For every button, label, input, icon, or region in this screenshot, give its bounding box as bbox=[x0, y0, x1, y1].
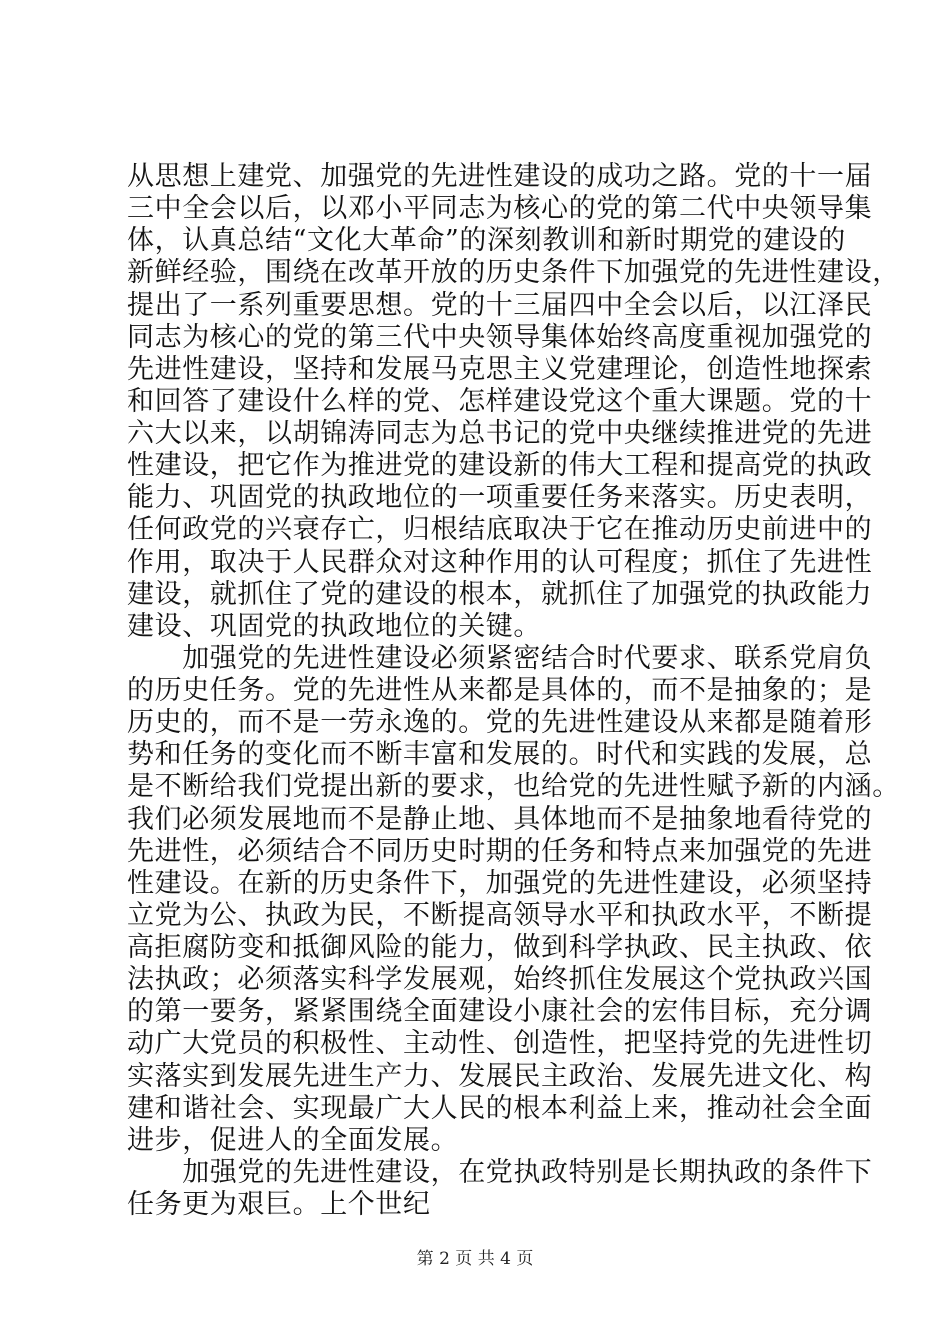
text-line: 进步，促进人的全面发展。 bbox=[127, 1125, 459, 1156]
text-line: 历史的，而不是一劳永逸的。党的先进性建设从来都是随着形 bbox=[127, 707, 873, 738]
text-line: 的第一要务，紧紧围绕全面建设小康社会的宏伟目标，充分调 bbox=[127, 996, 873, 1027]
text-line: 任何政党的兴衰存亡，归根结底取决于它在推动历史前进中的 bbox=[127, 514, 873, 545]
text-line: 高拒腐防变和抵御风险的能力，做到科学执政、民主执政、依 bbox=[127, 932, 873, 963]
text-line: 能力、巩固党的执政地位的一项重要任务来落实。历史表明， bbox=[127, 482, 873, 513]
text-line: 建和谐社会、实现最广大人民的根本利益上来，推动社会全面 bbox=[127, 1093, 873, 1124]
text-line: 先进性建设，坚持和发展马克思主义党建理论，创造性地探索 bbox=[127, 354, 873, 385]
text-line: 和回答了建设什么样的党、怎样建设党这个重大课题。党的十 bbox=[127, 386, 873, 417]
text-line: 先进性，必须结合不同历史时期的任务和特点来加强党的先进 bbox=[127, 836, 873, 867]
text-line: 实落实到发展先进生产力、发展民主政治、发展先进文化、构 bbox=[127, 1061, 873, 1092]
text-line: 法执政；必须落实科学发展观，始终抓住发展这个党执政兴国 bbox=[127, 964, 873, 995]
text-line: 作用，取决于人民群众对这种作用的认可程度；抓住了先进性 bbox=[127, 547, 873, 578]
text-line: 体，认真总结“文化大革命”的深刻教训和新时期党的建设的 bbox=[127, 225, 846, 256]
text-line: 三中全会以后，以邓小平同志为核心的党的第二代中央领导集 bbox=[127, 193, 873, 224]
text-line: 六大以来，以胡锦涛同志为总书记的党中央继续推进党的先进 bbox=[127, 418, 873, 449]
text-line: 任务更为艰巨。上个世纪 bbox=[127, 1189, 431, 1220]
text-line: 新鲜经验，围绕在改革开放的历史条件下加强党的先进性建设， bbox=[127, 257, 900, 288]
text-line: 建设、巩固党的执政地位的关键。 bbox=[127, 611, 541, 642]
text-line: 势和任务的变化而不断丰富和发展的。时代和实践的发展，总 bbox=[127, 739, 873, 770]
text-line: 性建设，把它作为推进党的建设新的伟大工程和提高党的执政 bbox=[127, 450, 873, 481]
text-line: 建设，就抓住了党的建设的根本，就抓住了加强党的执政能力 bbox=[127, 579, 873, 610]
text-line: 我们必须发展地而不是静止地、具体地而不是抽象地看待党的 bbox=[127, 804, 873, 835]
text-line: 的历史任务。党的先进性从来都是具体的，而不是抽象的；是 bbox=[127, 675, 873, 706]
text-line: 同志为核心的党的第三代中央领导集体始终高度重视加强党的 bbox=[127, 322, 873, 353]
text-line: 是不断给我们党提出新的要求，也给党的先进性赋予新的内涵。 bbox=[127, 771, 900, 802]
text-line: 动广大党员的积极性、主动性、创造性，把坚持党的先进性切 bbox=[127, 1028, 873, 1059]
text-line: 性建设。在新的历史条件下，加强党的先进性建设，必须坚持 bbox=[127, 868, 873, 899]
text-line: 从思想上建党、加强党的先进性建设的成功之路。党的十一届 bbox=[127, 161, 873, 192]
text-line: 加强党的先进性建设，在党执政特别是长期执政的条件下 bbox=[127, 1157, 873, 1188]
text-line: 立党为公、执政为民，不断提高领导水平和执政水平，不断提 bbox=[127, 900, 873, 931]
text-line: 加强党的先进性建设必须紧密结合时代要求、联系党肩负 bbox=[127, 643, 873, 674]
page-footer: 第 2 页 共 4 页 bbox=[416, 1249, 534, 1269]
text-line: 提出了一系列重要思想。党的十三届四中全会以后，以江泽民 bbox=[127, 290, 873, 321]
